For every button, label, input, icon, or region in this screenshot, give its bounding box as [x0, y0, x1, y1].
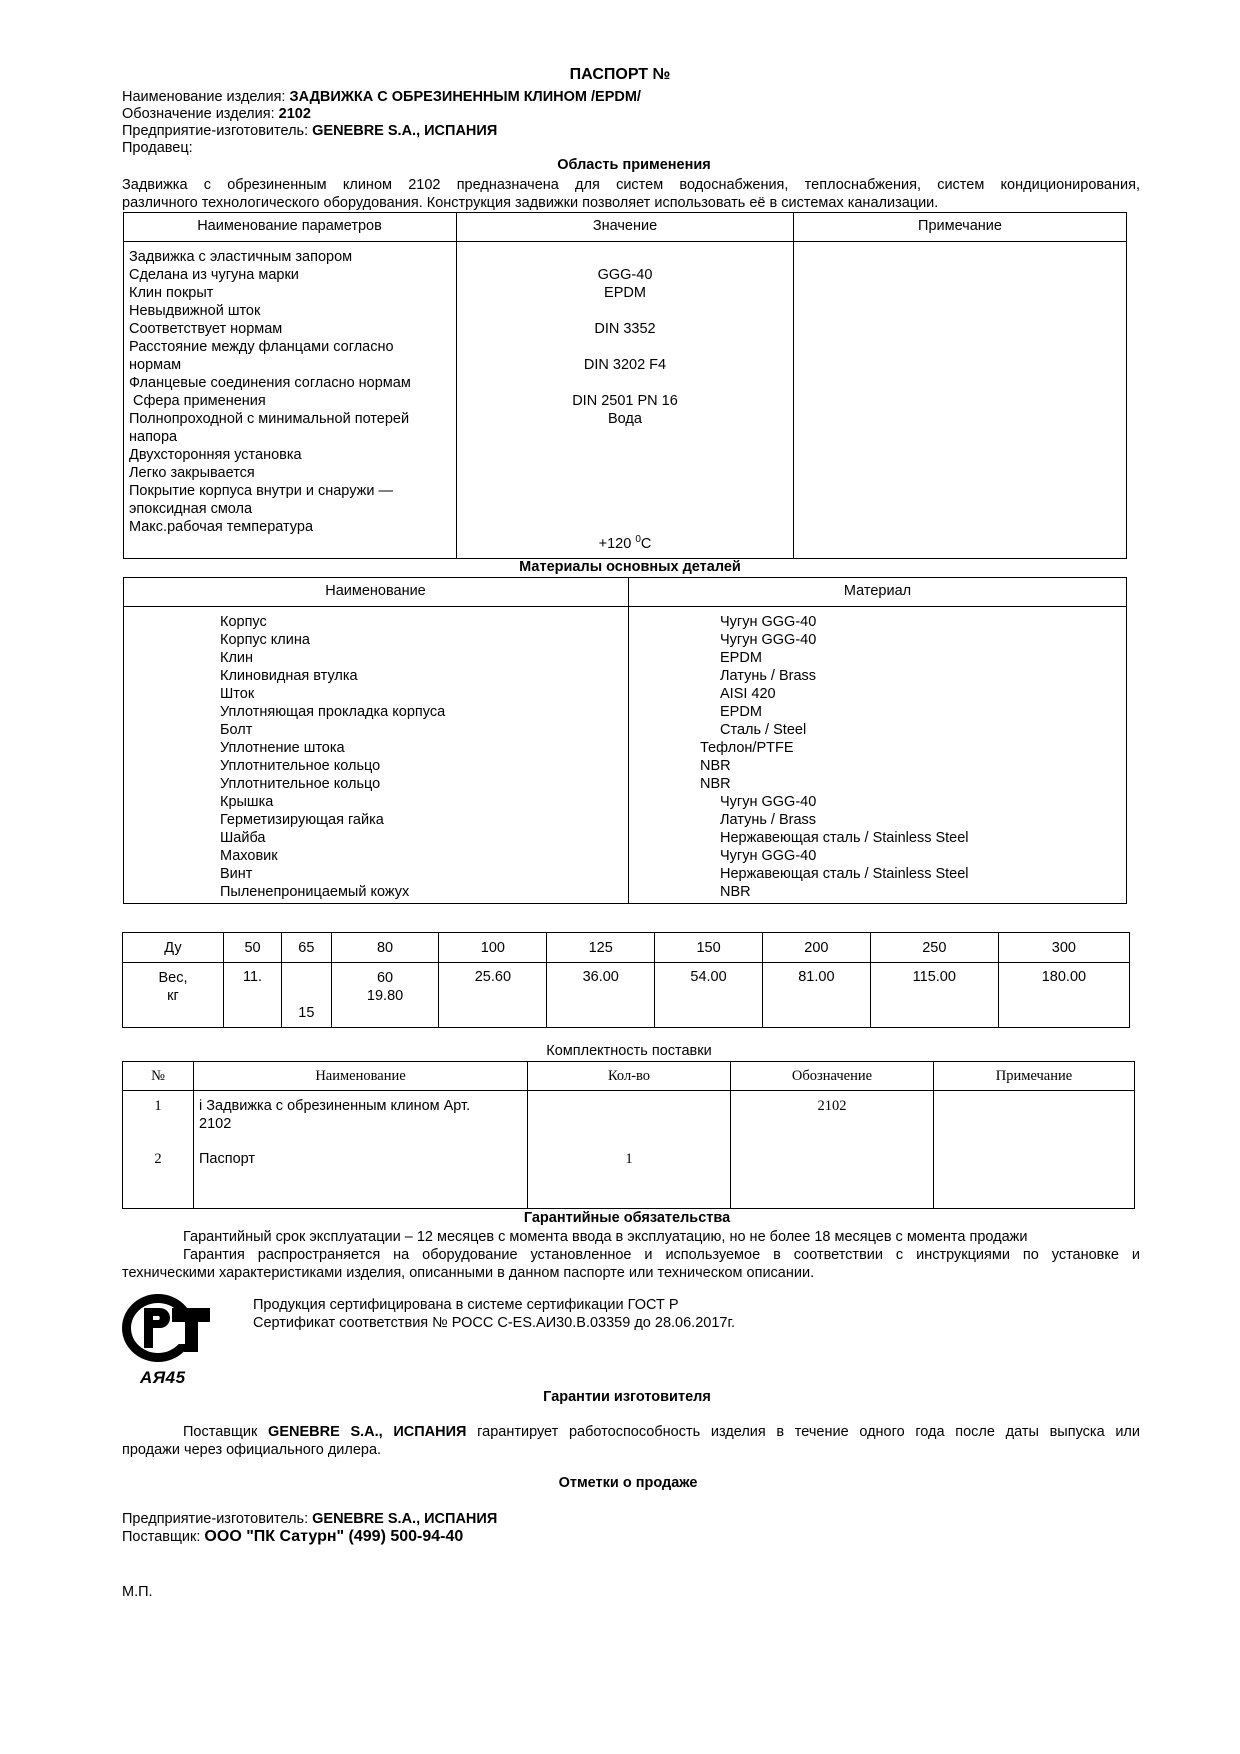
material-value: Нержавеющая сталь / Stainless Steel [720, 866, 969, 882]
material-part: Уплотнительное кольцо [220, 758, 381, 774]
param-name: Макс.рабочая температура [129, 519, 314, 535]
kit-row-designation [731, 1091, 934, 1209]
designation: 2102 [278, 106, 311, 122]
sale-supplier: ООО "ПК Сатурн" (499) 500-94-40 [204, 1528, 464, 1545]
kit-row-1-name-a: і Задвижка с обрезиненным клином Арт. [199, 1098, 471, 1114]
weights-kg-row [123, 963, 1130, 1028]
material-part: Шток [220, 686, 255, 702]
guarantee-prefix: Поставщик [183, 1424, 269, 1440]
material-part: Винт [220, 866, 253, 882]
params-col-name: Наименование параметров [197, 218, 382, 234]
weight-cell: 36.00 [547, 963, 655, 1028]
stamp-place: М.П. [122, 1584, 153, 1600]
param-name: Невыдвижной шток [129, 303, 261, 319]
param-name: Покрытие корпуса внутри и снаружи — [129, 483, 393, 499]
material-part: Корпус клина [220, 632, 310, 648]
material-value: Нержавеющая сталь / Stainless Steel [720, 830, 969, 846]
param-name: Двухсторонняя установка [129, 447, 302, 463]
kit-col-note: Примечание [934, 1062, 1135, 1091]
material-value: NBR [700, 758, 731, 774]
material-value: NBR [720, 884, 751, 900]
material-value: Чугун GGG-40 [720, 848, 817, 864]
material-part: Болт [220, 722, 253, 738]
param-name: Клин покрыт [129, 285, 214, 301]
weight-80-line-2: 19.80 [366, 988, 404, 1004]
kit-row-1-no: 1 [154, 1098, 162, 1114]
du-cell: 65 [282, 933, 332, 963]
material-part: Шайба [220, 830, 266, 846]
materials-col-material: Материал [843, 583, 912, 599]
application-heading: Область применения [557, 157, 711, 173]
param-name: Фланцевые соединения согласно нормам [129, 375, 411, 391]
material-part: Пыленепроницаемый кожух [220, 884, 410, 900]
sale-manufacturer-label: Предприятие-изготовитель: [122, 1511, 309, 1527]
material-part: Уплотнительное кольцо [220, 776, 381, 792]
param-value [457, 374, 793, 392]
designation-label: Обозначение изделия: [122, 106, 275, 122]
materials-values [700, 613, 969, 901]
sale-manufacturer: GENEBRE S.A., ИСПАНИЯ [312, 1511, 498, 1527]
material-part: Уплотняющая прокладка корпуса [220, 704, 446, 720]
param-name: напора [129, 429, 178, 445]
params-col-value: Значение [592, 218, 658, 234]
material-value: AISI 420 [720, 686, 776, 702]
material-part: Маховик [220, 848, 278, 864]
du-cell: 250 [870, 933, 998, 963]
material-value: NBR [700, 776, 731, 792]
weight-cell [331, 963, 439, 1028]
weight-cell: 115.00 [870, 963, 998, 1028]
warranty-line-2: Гарантия распространяется на оборудование установленное и используемое в соответствии с инструкциями по установке и [183, 1247, 1140, 1263]
sale-manufacturer-line [122, 1510, 497, 1528]
weight-cell: 180.00 [998, 963, 1129, 1028]
material-value: EPDM [720, 650, 762, 666]
weight-label-line-2: кг [167, 988, 179, 1004]
param-value: DIN 3202 F4 [583, 357, 667, 373]
du-cell: 150 [655, 933, 763, 963]
material-value: Чугун GGG-40 [720, 632, 817, 648]
param-value: DIN 2501 PN 16 [572, 393, 678, 409]
du-cell: 200 [762, 933, 870, 963]
material-part: Клин [220, 650, 254, 666]
material-value: EPDM [720, 704, 762, 720]
guarantee-heading: Гарантии изготовителя [543, 1389, 711, 1405]
kit-row-qty [528, 1091, 731, 1209]
kit-table [122, 1061, 1135, 1209]
kit-header-row [123, 1062, 1135, 1091]
kit-row-1-designation: 2102 [817, 1098, 847, 1114]
product-name-label: Наименование изделия: [122, 89, 286, 105]
param-value [457, 302, 793, 320]
kit-col-qty: Кол-во [528, 1062, 731, 1091]
manufacturer: GENEBRE S.A., ИСПАНИЯ [312, 123, 498, 139]
guarantee-line-2: продажи через официального дилера. [122, 1442, 382, 1458]
param-value [457, 338, 793, 356]
param-value: GGG-40 [597, 267, 653, 283]
material-part: Уплотнение штока [220, 740, 345, 756]
du-cell: 125 [547, 933, 655, 963]
page-title: ПАСПОРТ № [569, 66, 671, 83]
sale-heading: Отметки о продаже [558, 1475, 698, 1491]
param-name: Соответствует нормам [129, 321, 283, 337]
manufacturer-line [122, 122, 497, 140]
materials-heading: Материалы основных деталей [519, 559, 741, 575]
params-names [129, 248, 411, 536]
application-line-1: Задвижка с обрезиненным клином 2102 предназначена для систем водоснабжения, теплоснабжения, систем кондиционирования, [122, 177, 1140, 193]
params-col-note: Примечание [918, 218, 1002, 234]
params-values [457, 248, 793, 428]
param-name: Легко закрывается [129, 465, 255, 481]
weight-cell: 54.00 [655, 963, 763, 1028]
weight-cell: 81.00 [762, 963, 870, 1028]
designation-line [122, 105, 311, 123]
kit-heading: Комплектность поставки [546, 1043, 712, 1059]
kit-col-no: № [123, 1062, 194, 1091]
material-part: Корпус [220, 614, 267, 630]
material-part: Крышка [220, 794, 274, 810]
material-value: Чугун GGG-40 [720, 614, 817, 630]
material-value: Латунь / Brass [720, 668, 817, 684]
weight-cell: 15 [282, 963, 332, 1028]
material-part: Клиновидная втулка [220, 668, 358, 684]
warranty-heading: Гарантийные обязательства [523, 1210, 731, 1226]
du-cell: 50 [224, 933, 282, 963]
kit-row [123, 1091, 1135, 1209]
product-name: ЗАДВИЖКА С ОБРЕЗИНЕННЫМ КЛИНОМ /EPDM/ [289, 89, 641, 105]
weight-label [123, 963, 224, 1028]
param-value: EPDM [604, 285, 646, 301]
cert-line-1: Продукция сертифицирована в системе сертификации ГОСТ Р [253, 1297, 679, 1313]
du-cell: 100 [439, 933, 547, 963]
warranty-line-1: Гарантийный срок эксплуатации – 12 месяцев с момента ввода в эксплуатацию, но не более 18 месяцев с момента продажи [183, 1229, 1028, 1245]
seller-label: Продавец: [122, 140, 193, 156]
kit-row-note [934, 1091, 1135, 1209]
param-name: Полнопроходной с минимальной потерей [129, 411, 410, 427]
temp-number: +120 [598, 535, 632, 552]
du-label: Ду [123, 933, 224, 963]
guarantee-line-1 [183, 1423, 1140, 1441]
materials-col-divider [628, 577, 629, 904]
cert-line-2: Сертификат соответствия № РОСС C-ES.АИ30.В.03359 до 28.06.2017г. [253, 1315, 735, 1331]
kit-row-2-qty: 1 [625, 1151, 633, 1167]
material-value: Латунь / Brass [720, 812, 817, 828]
materials-header-divider [123, 606, 1127, 607]
sale-supplier-line [122, 1528, 463, 1546]
sale-supplier-label: Поставщик: [122, 1529, 201, 1545]
weight-cell: 25.60 [439, 963, 547, 1028]
product-name-line [122, 88, 641, 106]
param-value [457, 248, 793, 266]
param-temp-value [457, 531, 793, 553]
guarantee-suffix: гарантирует работоспособность изделия в течение одного года после даты выпуска или [466, 1424, 1140, 1440]
gost-r-logo [118, 1290, 218, 1390]
param-value: DIN 3352 [594, 321, 656, 337]
material-value: Сталь / Steel [720, 722, 807, 738]
temp-unit: C [640, 535, 652, 552]
du-cell: 300 [998, 933, 1129, 963]
weight-cell: 11. [224, 963, 282, 1028]
manufacturer-label: Предприятие-изготовитель: [122, 123, 309, 139]
warranty-line-3: техническими характеристиками изделия, описанными в данном паспорте или техническом описании. [122, 1265, 815, 1281]
param-value: Вода [608, 411, 642, 427]
du-cell: 80 [331, 933, 439, 963]
param-name: нормам [129, 357, 182, 373]
gost-code: АЯ45 [140, 1368, 186, 1387]
material-value: Тефлон/PTFE [700, 740, 794, 756]
material-part: Герметизирующая гайка [220, 812, 384, 828]
kit-col-designation: Обозначение [731, 1062, 934, 1091]
kit-row-numbers [123, 1091, 194, 1209]
weights-table [122, 932, 1130, 1028]
params-header-divider [123, 241, 1127, 242]
kit-row-2-name: Паспорт [199, 1151, 256, 1167]
application-line-2: различного технологического оборудования. Конструкция задвижки позволяет использовать её в системах канализации. [122, 195, 939, 211]
kit-row-1-name-b: 2102 [199, 1116, 232, 1132]
param-name: Задвижка с эластичным запором [129, 249, 353, 265]
kit-row-2-no: 2 [154, 1151, 162, 1167]
kit-col-name: Наименование [194, 1062, 528, 1091]
param-name: Сфера применения [129, 393, 266, 409]
materials-col-name: Наименование [325, 583, 426, 599]
weights-du-row [123, 933, 1130, 963]
guarantee-company: GENEBRE S.A., ИСПАНИЯ [268, 1424, 467, 1440]
materials-names [220, 613, 445, 901]
param-name: Расстояние между фланцами согласно [129, 339, 394, 355]
material-value: Чугун GGG-40 [720, 794, 817, 810]
weight-80-line-1: 60 [376, 970, 394, 986]
param-name: Сделана из чугуна марки [129, 267, 299, 283]
kit-row-names [194, 1091, 528, 1209]
params-col-divider-2 [793, 212, 794, 559]
weight-label-line-1: Вес, [158, 970, 188, 986]
temp-degree: 0 [635, 534, 641, 545]
param-name: эпоксидная смола [129, 501, 253, 517]
